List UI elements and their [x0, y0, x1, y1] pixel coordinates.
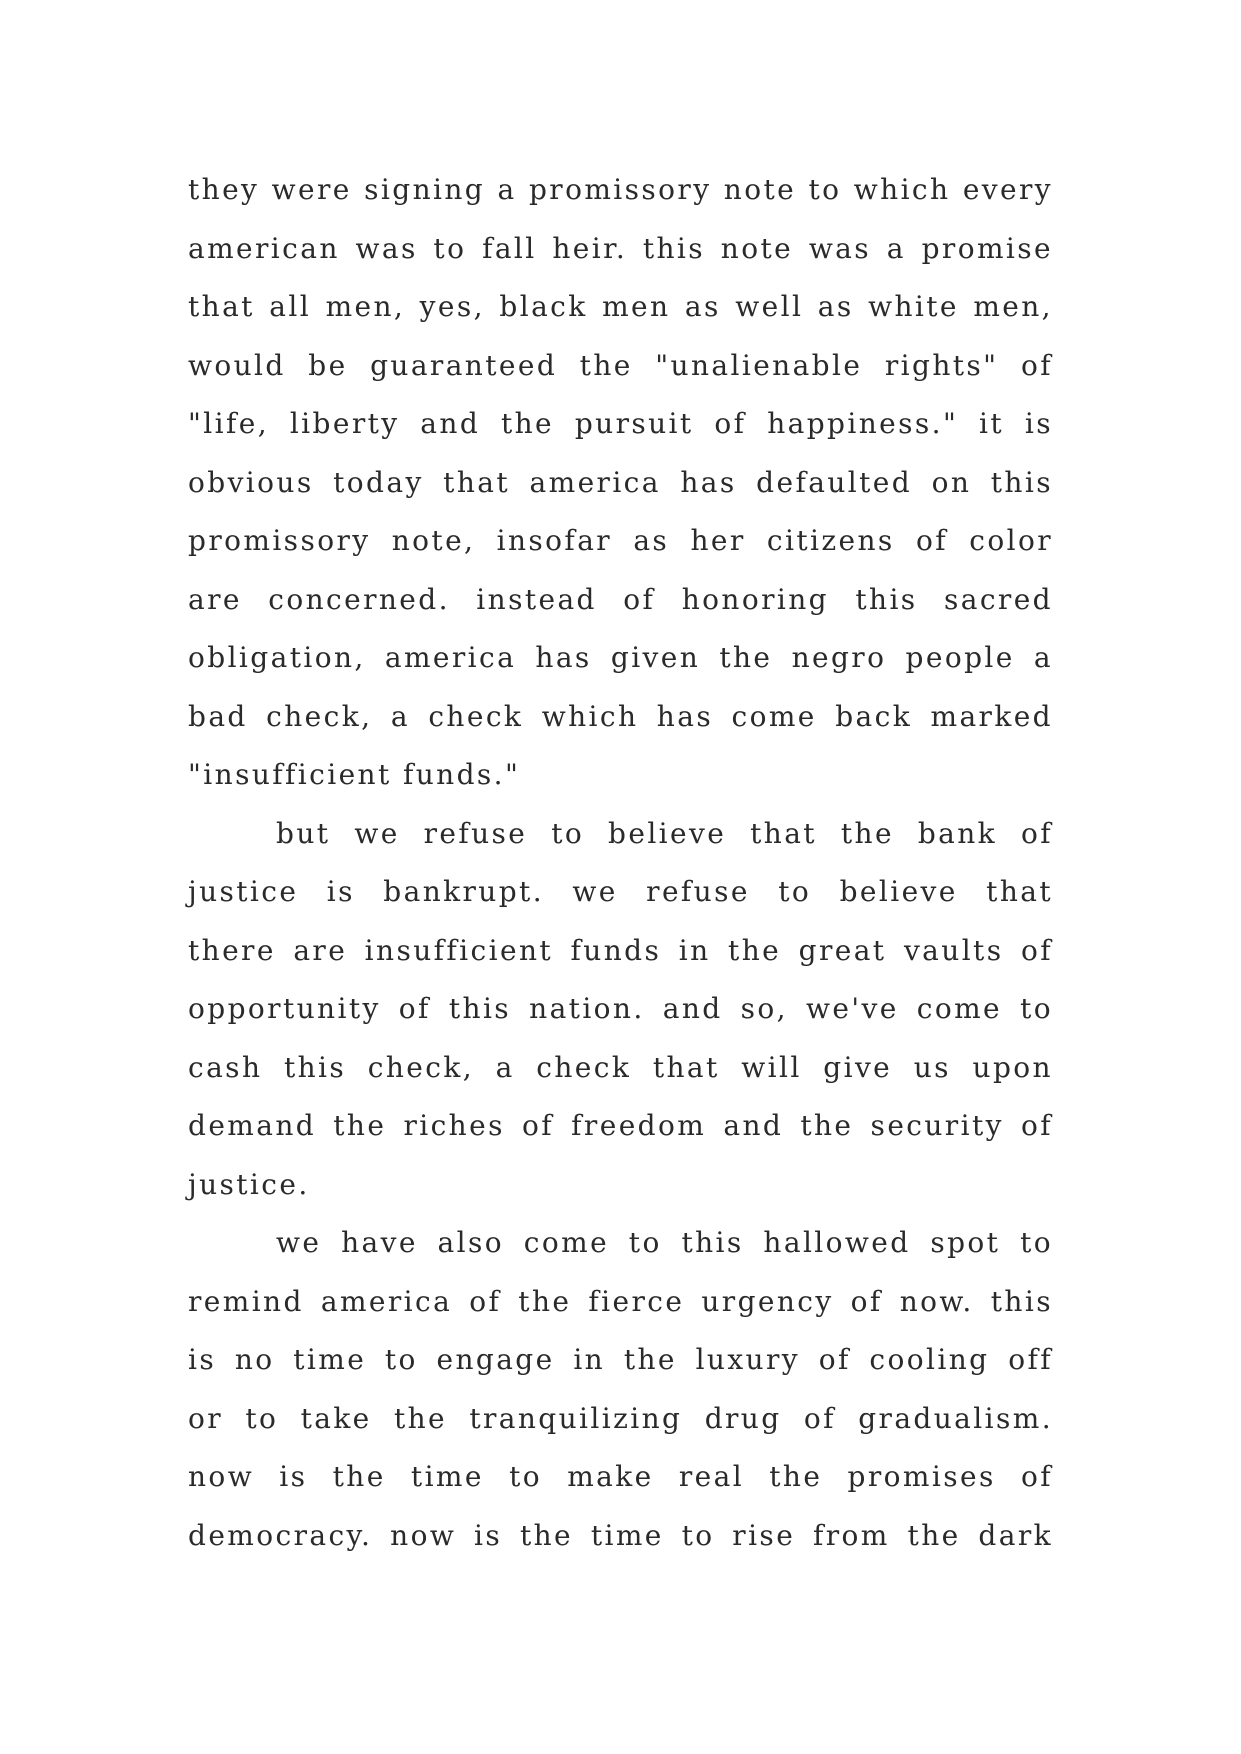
- text-line: that all men, yes, black men as well as white men,: [188, 290, 1053, 323]
- text-line: obligation, america has given the negro people a: [188, 641, 1053, 674]
- text-line: cash this check, a check that will give us upon: [188, 1050, 1053, 1084]
- paragraph-first-line: we have also come to this hallowed spot to: [276, 1226, 1053, 1259]
- text-line: justice is bankrupt. we refuse to believe that: [188, 875, 1053, 908]
- paragraph-first-line: but we refuse to believe that the bank of: [276, 816, 1053, 850]
- text-line: or to take the tranquilizing drug of gradualism.: [188, 1401, 1053, 1435]
- body-text: [188, 161, 1053, 1565]
- text-line: would be guaranteed the "unalienable rights" of: [188, 348, 1053, 382]
- text-line: there are insufficient funds in the great vaults of: [188, 933, 1053, 967]
- text-line: are concerned. instead of honoring this sacred: [188, 582, 1053, 616]
- text-line: demand the riches of freedom and the security of: [188, 1109, 1053, 1142]
- text-line: democracy. now is the time to rise from the dark: [188, 1518, 1053, 1552]
- text-line: "life, liberty and the pursuit of happiness." it is: [188, 407, 1053, 440]
- text-line: is no time to engage in the luxury of cooling off: [188, 1343, 1053, 1376]
- text-line: opportunity of this nation. and so, we've come to: [188, 992, 1053, 1025]
- text-line: justice.: [188, 1167, 310, 1201]
- text-line: american was to fall heir. this note was a promise: [188, 231, 1053, 265]
- text-line: promissory note, insofar as her citizens of color: [188, 524, 1053, 557]
- text-line: "insufficient funds.": [188, 758, 521, 791]
- text-line: remind america of the fierce urgency of now. this: [188, 1284, 1053, 1318]
- text-line: bad check, a check which has come back marked: [188, 699, 1053, 733]
- text-line: they were signing a promissory note to which every: [188, 173, 1053, 206]
- text-line: obvious today that america has defaulted on this: [188, 465, 1053, 499]
- text-line: now is the time to make real the promises of: [188, 1460, 1053, 1493]
